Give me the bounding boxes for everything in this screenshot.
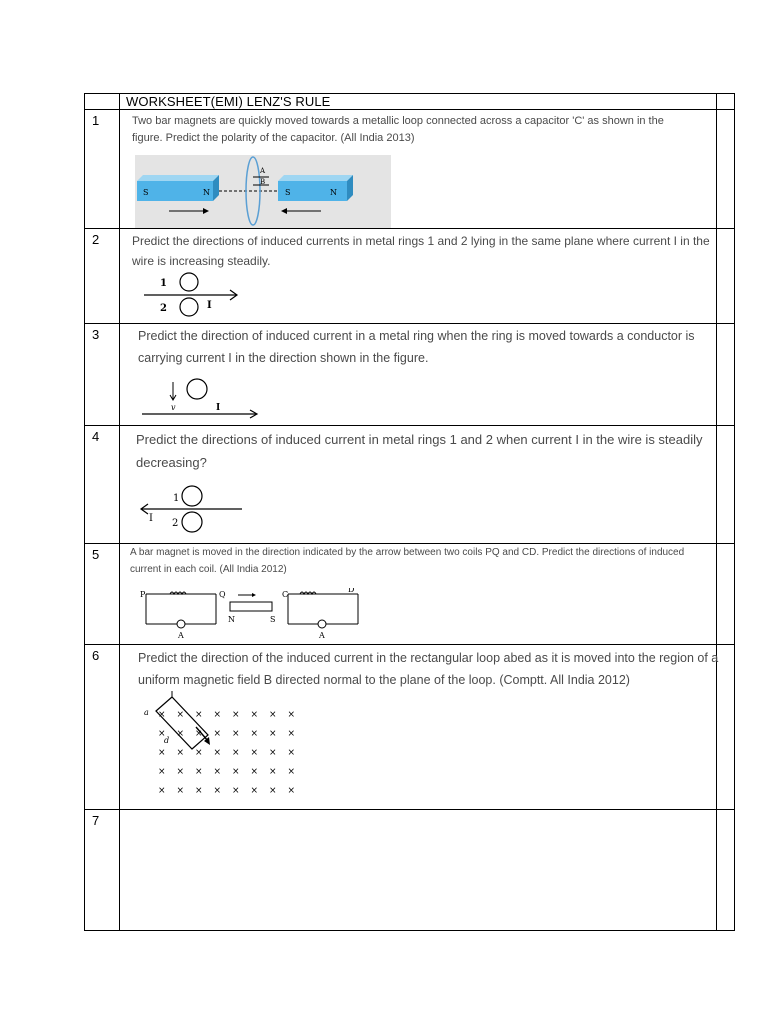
table-border-bottom <box>84 930 735 931</box>
coil-terminal: C <box>282 590 289 599</box>
field-cross: × <box>176 748 185 758</box>
ring-label: 1 <box>160 278 167 289</box>
magnet-pole: S <box>285 188 291 197</box>
figure-two-coils <box>138 588 360 642</box>
bar-magnet <box>230 602 272 611</box>
field-cross: × <box>195 767 203 777</box>
field-cross: × <box>269 786 277 796</box>
row-divider <box>84 644 735 645</box>
field-cross: × <box>213 748 222 758</box>
field-cross: × <box>232 710 240 720</box>
row-number: 7 <box>92 813 100 828</box>
field-cross: × <box>176 767 185 777</box>
figure-rings-wire-decreasing <box>138 483 248 535</box>
table-border-right <box>734 93 735 931</box>
ring-label: 2 <box>160 303 167 314</box>
field-cross: × <box>232 786 240 796</box>
ring-2 <box>182 512 202 532</box>
field-cross: × <box>250 786 259 796</box>
field-cross: × <box>158 729 166 739</box>
worksheet-table <box>84 93 735 931</box>
field-cross: × <box>213 710 222 720</box>
field-cross: × <box>232 767 240 777</box>
question-text: Two bar magnets are quickly moved towards a metallic loop connected across a capacitor 'C' as shown in the figure. Predict the polarity of the capacitor. (All India 2013) <box>132 115 664 145</box>
field-cross: × <box>176 786 185 796</box>
field-cross: × <box>287 729 296 739</box>
column-divider <box>716 93 717 931</box>
current-label: I <box>207 300 212 311</box>
figure-ring-moving-to-wire <box>140 376 262 420</box>
question-text: Predict the directions of induced currents in metal rings 1 and 2 lying in the same plane where current I in the wire is increasing steadily. <box>132 234 710 269</box>
coil-terminal: D <box>348 588 355 594</box>
field-cross: × <box>287 767 296 777</box>
figure-magnets-capacitor <box>135 155 391 228</box>
loop-corner-label: d <box>164 736 170 745</box>
field-cross: × <box>232 748 240 758</box>
magnet-pole: S <box>270 615 276 624</box>
arrow-head <box>252 593 256 597</box>
magnet-top <box>137 175 219 181</box>
coil-terminal: P <box>140 590 146 599</box>
magnet-top <box>278 175 353 181</box>
field-cross: × <box>195 748 203 758</box>
field-cross: × <box>158 710 166 720</box>
plate-label: A <box>260 167 266 175</box>
row-number: 2 <box>92 232 100 247</box>
row-divider <box>84 228 735 229</box>
field-cross: × <box>213 729 222 739</box>
field-cross: × <box>232 729 240 739</box>
question-text: Predict the direction of induced current in a metal ring when the ring is moved towards a conductor is carrying current I in the direction shown in the figure. <box>138 329 695 365</box>
field-cross: × <box>250 767 259 777</box>
row-number: 4 <box>92 429 100 444</box>
field-cross: × <box>158 767 166 777</box>
field-cross: × <box>269 767 277 777</box>
magnet-pole: N <box>228 615 235 624</box>
loop-corner-label: a <box>144 708 149 717</box>
field-cross: × <box>287 710 296 720</box>
row-number: 6 <box>92 648 100 663</box>
galvanometer-1 <box>177 620 185 628</box>
table-border-left <box>84 93 85 931</box>
field-cross: × <box>250 729 259 739</box>
galvanometer-label: A <box>178 631 184 640</box>
field-cross: × <box>213 767 222 777</box>
field-cross: × <box>269 729 277 739</box>
ring-2 <box>180 298 198 316</box>
field-cross: × <box>195 786 203 796</box>
magnet-pole: N <box>203 188 210 197</box>
column-divider <box>119 93 120 931</box>
field-cross: × <box>176 710 185 720</box>
field-cross: × <box>195 710 203 720</box>
field-cross: × <box>287 748 296 758</box>
velocity-label: v <box>171 403 176 412</box>
field-cross: × <box>250 748 259 758</box>
field-cross: × <box>176 729 185 739</box>
row-divider <box>84 425 735 426</box>
galvanometer-label: A <box>319 631 325 640</box>
question-text: Predict the directions of induced current in metal rings 1 and 2 when current I in the wire is steadily decreasing? <box>136 432 703 470</box>
ring-1 <box>180 273 198 291</box>
current-label: I <box>216 403 221 413</box>
field-cross: × <box>158 786 166 796</box>
row-divider <box>84 323 735 324</box>
row-divider <box>84 109 735 110</box>
coil-terminal: Q <box>219 590 226 599</box>
field-cross: × <box>269 710 277 720</box>
magnet-pole: N <box>330 188 337 197</box>
field-cross: × <box>195 729 203 739</box>
ring-label: 1 <box>173 493 180 504</box>
galvanometer-2 <box>318 620 326 628</box>
row-number: 1 <box>92 113 100 128</box>
current-label: I <box>149 513 153 524</box>
ring-label: 2 <box>172 518 179 529</box>
plate-label: B <box>260 178 266 186</box>
row-number: 3 <box>92 327 100 342</box>
ring-1 <box>182 486 202 506</box>
field-cross: × <box>158 748 166 758</box>
figure-rings-wire-increasing <box>140 271 250 317</box>
field-cross: × <box>269 748 277 758</box>
worksheet-title: WORKSHEET(EMI) LENZ'S RULE <box>126 94 331 109</box>
magnetic-field-crosses <box>158 710 295 796</box>
figure-loop-magnetic-field <box>138 691 306 803</box>
question-text: Predict the direction of the induced current in the rectangular loop abed as it is moved into the region of a uniform magnetic field B directed normal to the plane of the loop. (Comptt. All India 2012) <box>138 651 719 687</box>
field-cross: × <box>250 710 259 720</box>
row-divider <box>84 809 735 810</box>
magnet-pole: S <box>143 188 149 197</box>
field-cross: × <box>287 786 296 796</box>
question-text: A bar magnet is moved in the direction indicated by the arrow between two coils PQ and CD. Predict the directions of induced current in each coil. (All India 2012) <box>130 547 685 575</box>
row-number: 5 <box>92 547 100 562</box>
metal-ring <box>187 379 207 399</box>
field-cross: × <box>213 786 222 796</box>
